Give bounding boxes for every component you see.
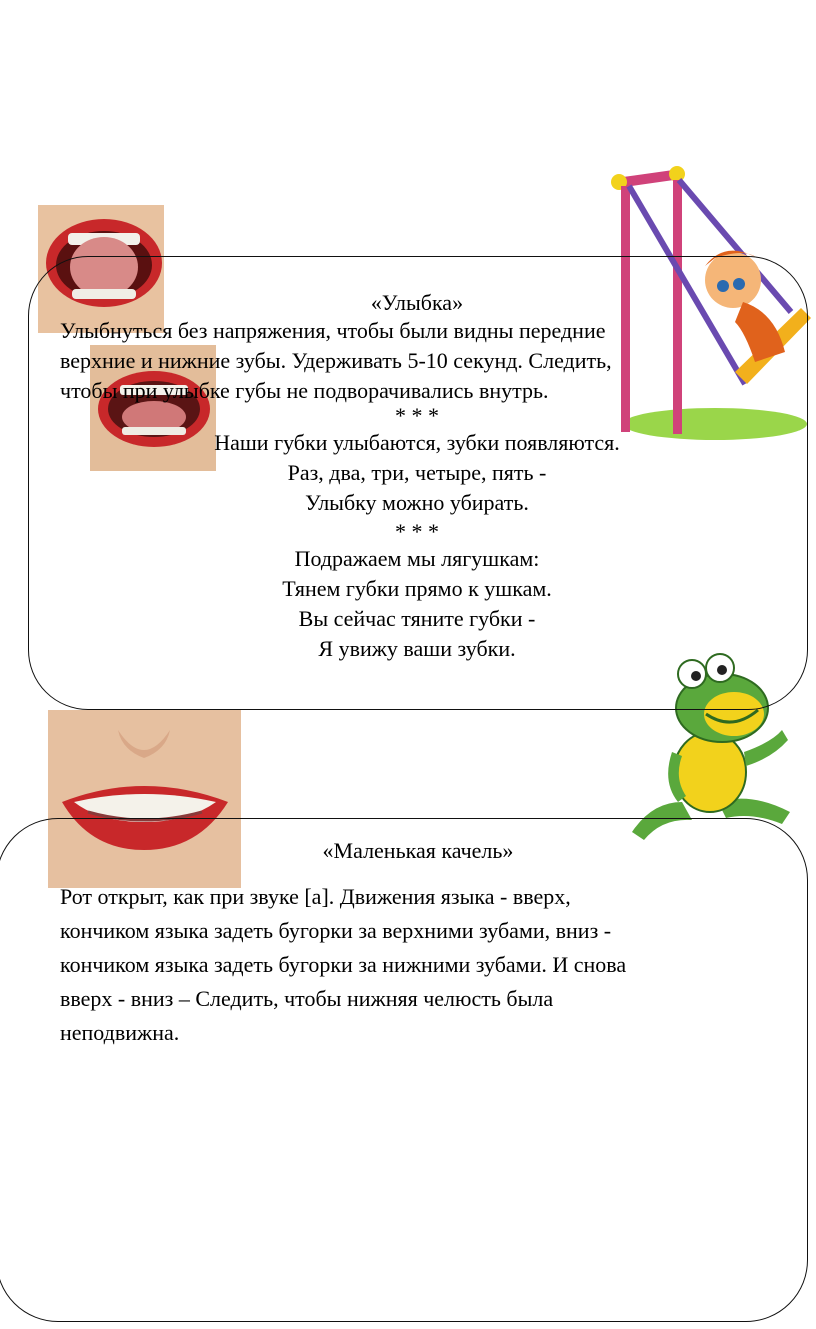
instruction-line: кончиком языка задеть бугорки за нижними зубами. И снова bbox=[60, 952, 627, 977]
exercise1-poem2 bbox=[28, 520, 806, 664]
poem-separator: * * * bbox=[395, 519, 439, 544]
instruction-line: кончиком языка задеть бугорки за верхними зубами, вниз - bbox=[60, 918, 612, 943]
poem-line: Я увижу ваши зубки. bbox=[318, 636, 516, 661]
instruction-line: Рот открыт, как при звуке [а]. Движения языка - вверх, bbox=[60, 884, 571, 909]
instruction-line: верхние и нижние зубы. Удерживать 5-10 секунд. Следить, bbox=[60, 348, 612, 373]
instruction-line: вверх - вниз – Следить, чтобы нижняя челюсть была bbox=[60, 986, 554, 1011]
poem-line: Раз, два, три, четыре, пять - bbox=[287, 460, 547, 485]
exercise2-title: «Маленькая качель» bbox=[322, 838, 514, 863]
poem-line: Наши губки улыбаются, зубки появляются. bbox=[214, 430, 620, 455]
instruction-line: неподвижна. bbox=[60, 1020, 180, 1045]
exercise1-poem1 bbox=[28, 404, 806, 518]
exercise1-instruction bbox=[60, 316, 800, 406]
poem-line: Подражаем мы лягушкам: bbox=[294, 546, 540, 571]
poem-separator: * * * bbox=[395, 403, 439, 428]
poem-line: Тянем губки прямо к ушкам. bbox=[282, 576, 552, 601]
exercise1-title: «Улыбка» bbox=[370, 290, 464, 315]
exercise2-instruction bbox=[60, 880, 800, 1050]
poem-line: Улыбку можно убирать. bbox=[305, 490, 529, 515]
poem-line: Вы сейчас тяните губки - bbox=[298, 606, 536, 631]
instruction-line: чтобы при улыбке губы не подворачивались внутрь. bbox=[60, 378, 549, 403]
instruction-line: Улыбнуться без напряжения, чтобы были видны передние bbox=[60, 318, 606, 343]
